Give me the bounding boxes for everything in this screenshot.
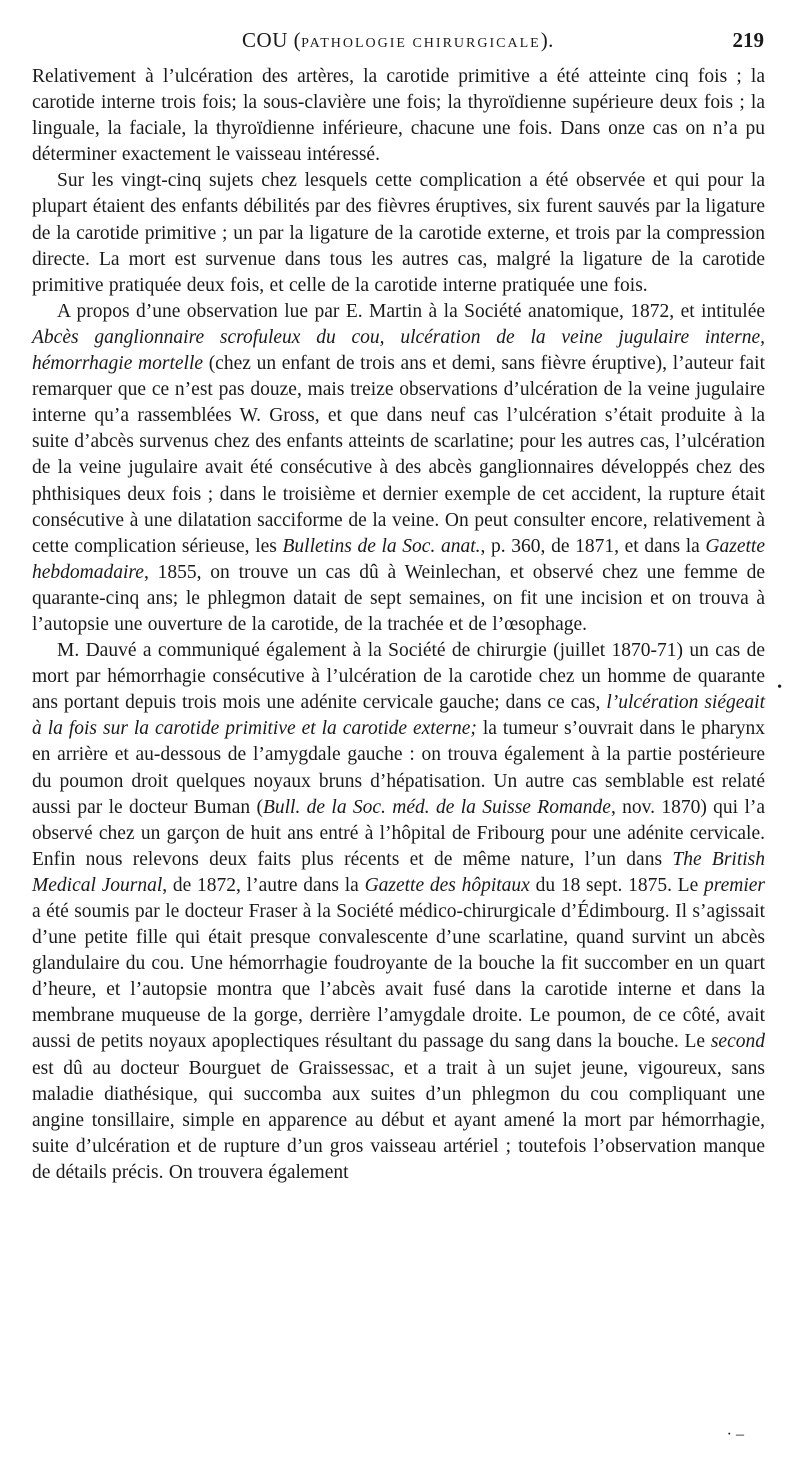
text-run: Sur les vingt-cinq sujets chez lesquels cette complication a été observée et qui pour la plupart étaient des enfants débilités par des fièvres éruptives, six furent sauvés par la ligature de la carotide primitive ; un par la ligature de la carotide externe, et trois par la compression directe. La mort est survenue dans tous les autres cas, malgré la ligature de la carotide primitive pratiquée deux fois, et celle de la carotide interne pratiquée une fois. [32, 170, 765, 296]
paragraph [32, 64, 765, 168]
paragraph [32, 168, 765, 298]
text-run: (chez un enfant de trois ans et demi, sans fièvre éruptive), l’auteur fait remarquer que ce n’est pas douze, mais treize observations d’ulcération de la veine jugulaire interne qu’a rassemblées W. Gross, et que dans neuf cas l’ulcération s’était produite à la suite d’abcès survenus chez des enfants atteints de scarlatine; pour les autres cas, l’ulcération de la veine jugulaire avait été consécutive à des abcès ganglionnaires développés chez des phthisiques deux fois ; dans le troisième et dernier exemple de cet accident, la rupture était consécutive à une dilatation sacciforme de la veine. On peut consulter encore, relativement à cette complication sérieuse, les [32, 353, 765, 557]
paragraph [32, 299, 765, 638]
running-head-main: COU ( [242, 28, 302, 52]
running-head [30, 28, 766, 53]
page-header [30, 28, 766, 60]
text-run: , p. 360, de 1871, et dans la [480, 535, 706, 557]
italic-run: The British Medical Journal [32, 848, 765, 896]
italic-run: Bulletins de la Soc. anat. [282, 535, 481, 557]
text-run: , de 1872, l’autre dans la [162, 874, 365, 896]
italic-run: Gazette des hôpitaux [364, 874, 530, 896]
italic-run: l’ulcération siégeait à la fois sur la carotide primitive et la carotide externe; [32, 692, 765, 740]
italic-run: Gazette hebdomadaire [32, 535, 765, 583]
text-run: , 1855, on trouve un cas dû à Weinlechan, et observé chez une femme de quarante-cinq ans; le phlegmon datait de sept semaines, on fit une incision et on trouva à l’autopsie une ouverture de la carotide, de la trachée et de l’œsophage. [32, 561, 765, 635]
text-run: la tumeur s’ouvrait dans le pharynx en arrière et au-dessous de l’amygdale gauche : on trouva également à la partie postérieure du poumon droit quelques noyaux bruns d’hépatisation. Un autre cas semblable est relaté aussi par le docteur Buman ( [32, 718, 765, 818]
text-run: A propos d’une observation lue par E. Martin à la Société anatomique, 1872, et intitulée [57, 300, 765, 322]
text-run: , nov. 1870) qui l’a observé chez un garçon de huit ans entré à l’hôpital de Fribourg pour une adénite cervicale. Enfin nous relevons deux faits plus récents et de même nature, l’un dans [32, 796, 766, 870]
italic-run: Bull. de la Soc. méd. de la Suisse Romande [262, 796, 611, 818]
page-number: 219 [732, 28, 764, 52]
running-head-end: ). [540, 28, 554, 52]
text-run: est dû au docteur Bourguet de Graissessac, et a trait à un sujet jeune, vigoureux, sans maladie diathésique, qui succomba aux suites d’un phlegmon du cou compliquant une angine tonsillaire, simple en apparence au début et ayant amené la mort par hémorrhagie, suite d’ulcération et de rupture d’un gros vaisseau artériel ; toutefois l’observation manque de détails précis. On trouvera également [32, 1057, 765, 1183]
paragraph [32, 638, 765, 1186]
running-head-smallcaps: PATHOLOGIE CHIRURGICALE [301, 36, 541, 51]
footer-marks: · – [726, 1426, 744, 1443]
text-run: a été soumis par le docteur Fraser à la Société médico-chirurgicale d’Édimbourg. Il s’agissait d’une petite fille qui était presque convalescente d’une scarlatine, quand survint un abcès glandulaire du cou. Une hémorrhagie foudroyante de la bouche la fit succomber en un quart d’heure, et l’autopsie montra que l’abcès avait fusé dans la carotide interne et dans la membrane muqueuse de la gorge, derrière l’amygdale droite. Le poumon, de ce côté, avait aussi de petits noyaux apoplectiques résultant du passage du sang dans la bouche. Le [32, 901, 765, 1053]
body-text [32, 64, 765, 1186]
margin-dot: • [777, 680, 782, 695]
italic-run: second [710, 1031, 765, 1053]
italic-run: premier [703, 874, 765, 896]
italic-run: Abcès ganglionnaire scrofuleux du cou, ulcération de la veine jugulaire interne, hémorrhagie mortelle [32, 326, 765, 375]
text-run: Relativement à l’ulcération des artères, la carotide primitive a été atteinte cinq fois ; la carotide interne trois fois; la sous-clavière une fois; la thyroïdienne supérieure deux fois ; la linguale, la faciale, la thyroïdienne inférieure, chacune une fois. Dans onze cas on n’a pu déterminer exactement le vaisseau intéressé. [32, 66, 765, 166]
text-run: M. Dauvé a communiqué également à la Société de chirurgie (juillet 1870-71) un cas de mort par hémorrhagie consécutive à l’ulcération de la carotide chez un homme de quarante ans portant depuis trois mois une adénite cervicale gauche; dans ce cas, [32, 640, 765, 714]
text-run: du 18 sept. 1875. Le [529, 874, 704, 896]
